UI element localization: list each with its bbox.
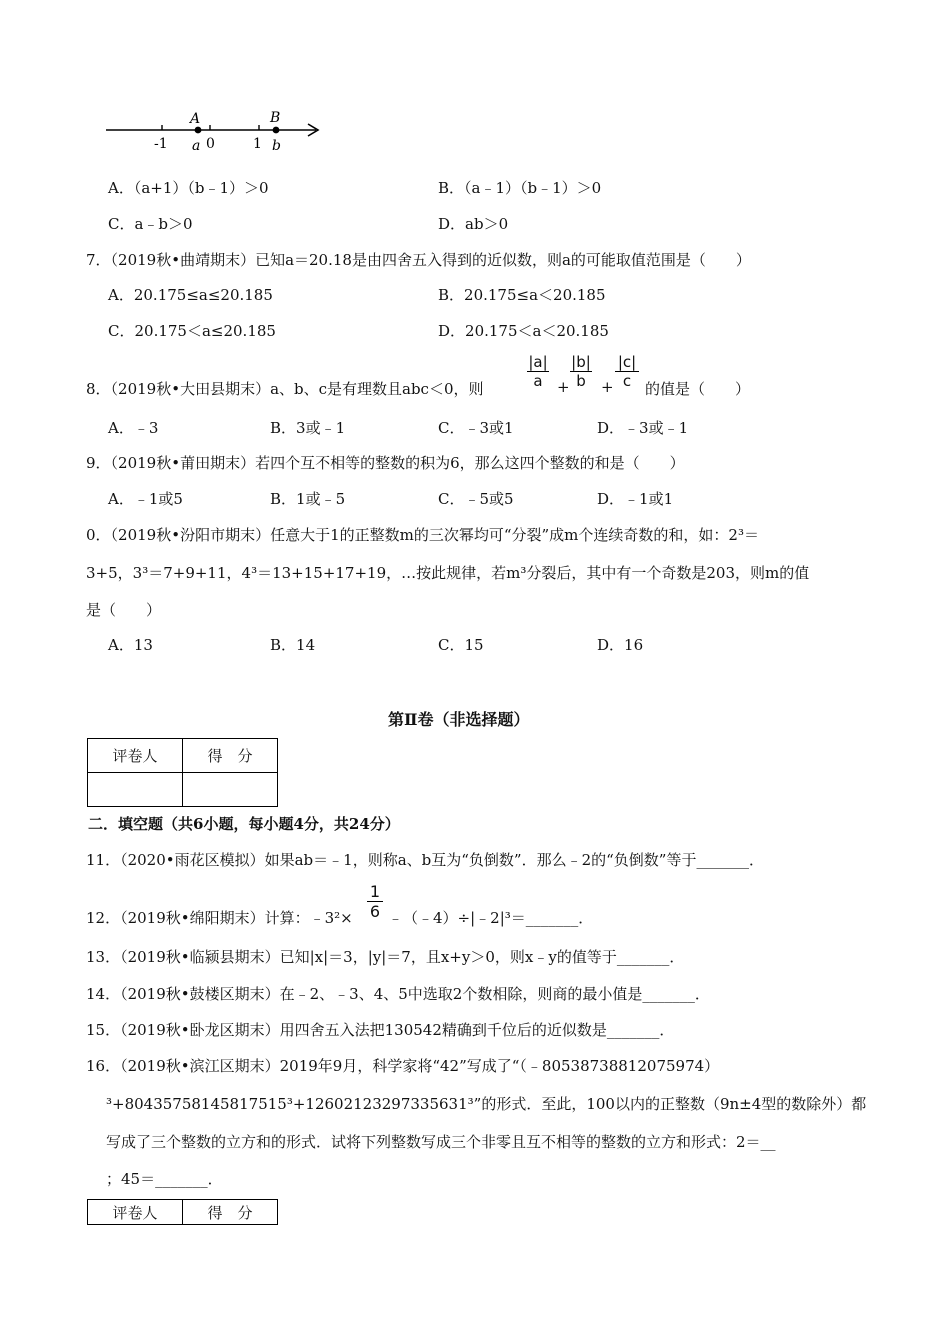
score-table-reviewer-cell bbox=[88, 773, 183, 807]
q8-fraction-a bbox=[527, 353, 549, 390]
score-table-2-score-label: 得 分 bbox=[183, 1200, 278, 1225]
q8-option-a: A．﹣3 bbox=[108, 419, 159, 437]
tick-1: 1 bbox=[253, 136, 262, 152]
q10-line-3: 是（ ） bbox=[86, 601, 162, 619]
q10-line-2: 3+5，3³＝7+9+11，4³＝13+15+17+19，…按此规律，若m³分裂后，其中有一个奇数是203，则m的值 bbox=[86, 564, 810, 582]
q7-option-c: C．20.175＜a≤20.185 bbox=[108, 322, 276, 340]
q8-frac-a-num: |a| bbox=[528, 353, 548, 371]
tick-neg1: -1 bbox=[154, 136, 168, 152]
q12-frac-num: 1 bbox=[367, 882, 383, 902]
label-a: a bbox=[192, 138, 201, 154]
q7-option-b: B．20.175≤a＜20.185 bbox=[438, 286, 606, 304]
section-2-heading: 二．填空题（共6小题，每小题4分，共24分） bbox=[88, 815, 400, 833]
tick-0: 0 bbox=[206, 136, 215, 152]
part2-title: 第Ⅱ卷（非选择题） bbox=[388, 710, 530, 729]
q11-text: 11．（2020•雨花区模拟）如果ab＝﹣1，则称a、b互为“负倒数”．那么﹣2的“负倒数”等于_______． bbox=[86, 851, 764, 869]
q9-stem: 9．（2019秋•莆田期末）若四个互不相等的整数的积为6，那么这四个整数的和是（ ） bbox=[86, 454, 685, 472]
q14-text: 14．（2019秋•鼓楼区期末）在﹣2、﹣3、4、5中选取2个数相除，则商的最小值是_______． bbox=[86, 985, 710, 1003]
q8-plus-1: + bbox=[557, 378, 570, 396]
q10-option-c: C．15 bbox=[438, 636, 484, 654]
q9-option-d: D．﹣1或1 bbox=[597, 490, 674, 508]
label-b: b bbox=[272, 138, 281, 154]
q8-frac-c-num: |c| bbox=[615, 353, 639, 372]
q9-option-c: C．﹣5或5 bbox=[438, 490, 514, 508]
q10-option-b: B．14 bbox=[270, 636, 316, 654]
score-table-score-cell bbox=[183, 773, 278, 807]
score-table-1 bbox=[87, 738, 278, 807]
q12-post: ﹣（﹣4）÷|﹣2|³＝_______． bbox=[388, 909, 594, 927]
q16-line-2: ³+80435758145817515³+12602123297335631³”的形式．至此，100以内的正整数（9n±4型的数除外）都 bbox=[106, 1095, 867, 1113]
q16-line-4: ；45＝_______． bbox=[106, 1170, 223, 1188]
score-table-reviewer-label: 评卷人 bbox=[88, 739, 183, 773]
q12-frac-den: 6 bbox=[369, 902, 381, 921]
q7-stem: 7．（2019秋•曲靖期末）已知a＝20.18是由四舍五入得到的近似数，则a的可能取值范围是（ ） bbox=[86, 251, 751, 269]
q10-option-a: A．13 bbox=[108, 636, 153, 654]
q12-pre: 12．（2019秋•绵阳期末）计算：﹣3²× bbox=[86, 909, 353, 927]
q16-line-1: 16．（2019秋•滨江区期末）2019年9月，科学家将“42”写成了“（﹣80538738812075974） bbox=[86, 1057, 720, 1075]
q9-option-a: A．﹣1或5 bbox=[108, 490, 183, 508]
q8-option-d: D．﹣3或﹣1 bbox=[597, 419, 689, 437]
point-b-dot bbox=[273, 127, 280, 134]
q8-frac-b-num: |b| bbox=[571, 353, 591, 371]
number-line-figure bbox=[104, 108, 326, 156]
q8-fraction-b bbox=[570, 353, 592, 390]
q8-fraction-c bbox=[615, 353, 639, 390]
q6-option-d: D．ab＞0 bbox=[438, 215, 509, 233]
q8-stem-post: 的值是（ ） bbox=[645, 380, 751, 398]
q10-line-1: 0．（2019秋•汾阳市期末）任意大于1的正整数m的三次幂均可“分裂”成m个连续奇数的和，如：2³＝ bbox=[86, 526, 759, 544]
q13-text: 13．（2019秋•临颍县期末）已知|x|＝3，|y|＝7，且x+y＞0，则x﹣y的值等于_______． bbox=[86, 948, 685, 966]
q15-text: 15．（2019秋•卧龙区期末）用四舍五入法把130542精确到千位后的近似数是_______． bbox=[86, 1021, 675, 1039]
q7-option-a: A．20.175≤a≤20.185 bbox=[108, 286, 273, 304]
q8-frac-a-den: a bbox=[533, 372, 543, 390]
q6-option-a: A．（a+1）（b﹣1）＞0 bbox=[108, 179, 269, 197]
q7-option-d: D．20.175＜a＜20.185 bbox=[438, 322, 609, 340]
q12-fraction bbox=[367, 882, 383, 921]
q8-frac-b-den: b bbox=[576, 372, 586, 390]
q6-option-c: C．a﹣b＞0 bbox=[108, 215, 193, 233]
score-table-score-label: 得 分 bbox=[183, 739, 278, 773]
q10-option-d: D．16 bbox=[597, 636, 644, 654]
q8-plus-2: + bbox=[601, 378, 614, 396]
point-a-dot bbox=[195, 127, 202, 134]
q8-frac-c-den: c bbox=[622, 372, 632, 390]
point-a-label: A bbox=[190, 111, 201, 127]
q8-stem: 8．（2019秋•大田县期末）a、b、c是有理数且abc＜0，则 bbox=[86, 380, 484, 398]
score-table-2 bbox=[87, 1199, 278, 1225]
score-table-2-reviewer-label: 评卷人 bbox=[88, 1200, 183, 1225]
q16-line-3: 写成了三个整数的立方和的形式．试将下列整数写成三个非零且互不相等的整数的立方和形式：2＝__ bbox=[106, 1133, 776, 1151]
q8-option-b: B．3或﹣1 bbox=[270, 419, 346, 437]
point-b-label: B bbox=[270, 110, 281, 126]
q8-option-c: C．﹣3或1 bbox=[438, 419, 514, 437]
q9-option-b: B．1或﹣5 bbox=[270, 490, 346, 508]
q6-option-b: B．（a﹣1）（b﹣1）＞0 bbox=[438, 179, 602, 197]
